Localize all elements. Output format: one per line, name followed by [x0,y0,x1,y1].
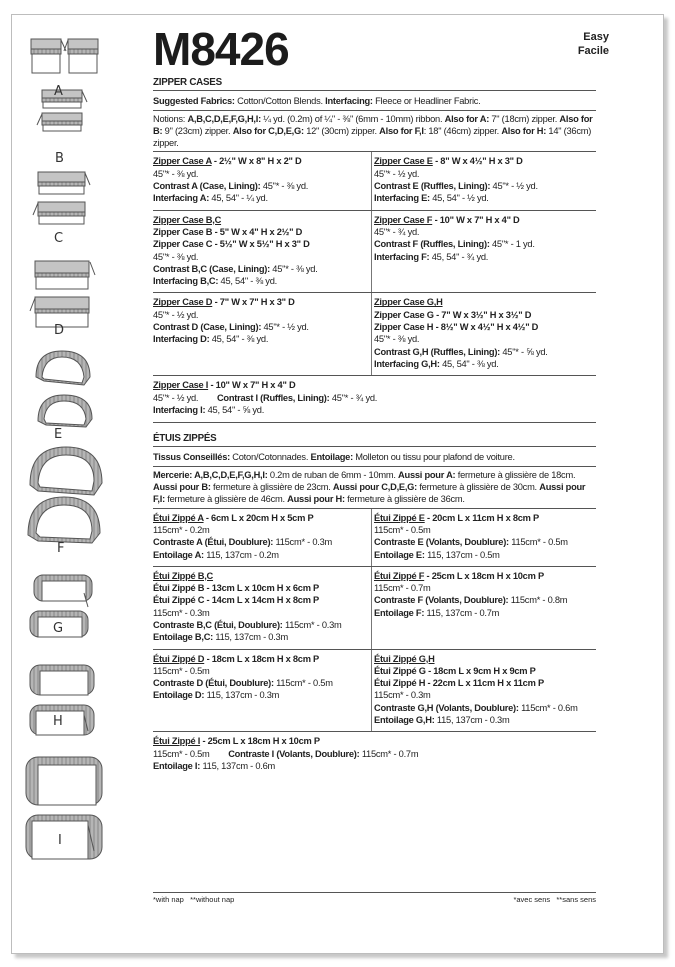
contrast-value: 45"* - 1 yd. [489,239,535,250]
case-row-en-1 [153,152,596,210]
interfacing-value: 115, 137cm - 0.3m [213,632,288,643]
case-name: Étui Zippé F [374,570,425,581]
case-dims: Étui Zippé B - 13cm L x 10cm H x 6cm P [153,583,320,594]
contrast-value: 115cm* - 0.3m [273,537,333,548]
case-name: Zipper Case E [374,156,433,167]
pattern-number: M8426 [153,23,289,75]
case-block-gh-en [372,293,596,375]
notions-label: Aussi pour C,D,E,G: [332,482,418,493]
case-yardage: 115cm* - 0.2m [153,524,210,535]
yardage-content [153,77,596,772]
interfacing-value: 45, 54" - ⅜ yd. [218,276,277,287]
contrast-value: 45"* - ½ yd. [490,181,538,192]
view-label-i: I [58,833,62,848]
view-label-b: B [55,151,64,166]
interfacing-label: Interfacing A: [153,193,210,204]
skill-level-en: Easy [583,31,609,43]
section-heading-en: ZIPPER CASES [153,77,596,91]
fabrics-value: Coton/Cotonnades. [229,452,311,463]
suggested-fabrics-en [153,93,596,110]
notions-value: fermeture à glissière de 36cm. [344,494,465,505]
case-block-bc-en [153,211,372,293]
fabrics-value: Cotton/Cotton Blends. [234,96,326,107]
contrast-value: 45"* - ⅜ yd. [260,181,309,192]
contrast-value: 115cm* - 0.5m [273,678,333,689]
notions-label: Aussi pour A: [398,469,456,480]
contrast-value: 45"* - ⅜ yd. [269,263,318,274]
interfacing-value: 115, 137cm - 0.2m [203,549,279,560]
interfacing-label: Entoilage D: [153,690,205,701]
view-d-drawing [30,261,95,327]
contrast-label: Contraste B,C (Étui, Doublure): [153,619,283,630]
case-block-d-en [153,293,372,375]
interfacing-value: 45, 54" - ¼ yd. [209,193,268,204]
interfacing-label: Entoilage G,H: [374,715,435,726]
view-f-drawing [28,447,102,543]
case-name: Étui Zippé E [374,512,425,523]
view-label-h: H [53,714,63,729]
notions-value: 7" (18cm) zipper. [489,113,560,124]
notions-value: fermeture à glissière de 18cm. [455,469,576,480]
fabrics-label: Suggested Fabrics: [153,96,235,107]
interfacing-value: 115, 137cm - 0.6m [200,760,276,771]
skill-level-fr: Facile [577,45,609,57]
interfacing-label: Entoilage I: [153,760,201,771]
notions-value: fermeture à glissière de 30cm. [417,482,540,493]
contrast-label: Contrast E (Ruffles, Lining): [374,181,491,192]
case-block-a-fr [153,509,372,566]
case-yardage: 115cm* - 0.3m [153,607,210,618]
contrast-label: Contraste E (Volants, Doublure): [374,537,509,548]
contrast-label: Contrast A (Case, Lining): [153,181,261,192]
contrast-label: Contraste D (Étui, Doublure): [153,678,274,689]
interfacing-value: Molleton ou tissu pour plafond de voiture. [352,452,515,463]
case-block-d-fr [153,650,372,732]
case-name: Zipper Case A [153,156,212,167]
view-i-drawing [26,757,102,859]
case-yardage: 45"* - ⅜ yd. [153,251,199,262]
case-name: Étui Zippé A [153,512,204,523]
interfacing-value: 45, 54" - ⅝ yd. [205,404,265,415]
view-drawings [12,15,152,953]
case-dims: - 10" W x 7" H x 4" D [208,380,296,391]
nap-legend-fr: *avec sens **sans sens [513,895,596,904]
case-dims: Étui Zippé H - 22cm L x 11cm H x 11cm P [374,678,544,689]
case-dims: Zipper Case C - 5½" W x 5½" H x 3" D [153,239,310,250]
case-block-i-en [153,376,596,423]
interfacing-label: Interfacing E: [374,193,430,204]
notions-value: : 18" (46cm) zipper. [423,125,502,136]
contrast-value: 45"* - ¾ yd. [329,392,378,403]
interfacing-label: Interfacing I: [153,404,206,415]
case-yardage: 45"* - ½ yd. [153,392,199,403]
case-yardage: 115cm* - 0.3m [374,690,431,701]
case-row-fr-1 [153,509,596,567]
case-yardage: 45"* - ½ yd. [374,168,420,179]
view-illustrations [12,15,152,953]
case-dims: Zipper Case G - 7" W x 3½" H x 3½" D [374,309,532,320]
interfacing-label: Interfacing B,C: [153,276,219,287]
interfacing-label: Interfacing G,H: [374,358,440,369]
contrast-value: 115cm* - 0.3m [282,619,342,630]
case-yardage: 45"* - ½ yd. [153,309,199,320]
notions-label: Mercerie: A,B,C,D,E,F,G,H,I: [153,469,268,480]
contrast-label: Contraste F (Volants, Doublure): [374,595,509,606]
contrast-value: 45"* - ½ yd. [261,322,309,333]
case-row-en-2 [153,211,596,294]
view-label-a: A [54,84,63,99]
interfacing-value: 115, 137cm - 0.3m [204,690,280,701]
contrast-value: 115cm* - 0.7m [359,748,419,759]
interfacing-label: Interfacing D: [153,334,210,345]
view-label-f: F [57,541,65,556]
case-name: Zipper Case I [153,380,209,391]
case-dims: - 8" W x 4½" H x 3" D [432,156,523,167]
case-name: Zipper Case D [153,297,213,308]
fabrics-label: Tissus Conseillés: [153,452,230,463]
section-heading-fr: ÉTUIS ZIPPÉS [153,433,596,447]
notions-label: Aussi pour H: [287,494,345,505]
case-name: Zipper Case F [374,214,433,225]
interfacing-label: Interfacing: [325,96,373,107]
contrast-value: 115cm* - 0.6m [518,702,578,713]
notions-en [153,111,596,153]
notions-value: 0.2m de ruban de 6mm - 10mm. [267,469,399,480]
interfacing-label: Interfacing F: [374,251,430,262]
contrast-label: Contraste A (Étui, Doublure): [153,537,274,548]
interfacing-value: 45, 54" - ¾ yd. [429,251,489,262]
case-dims: - 20cm L x 11cm H x 8cm P [424,512,539,523]
view-label-e: E [54,427,63,442]
contrast-label: Contrast D (Case, Lining): [153,322,262,333]
case-dims: - 10" W x 7" H x 4" D [432,214,520,225]
interfacing-label: Entoilage A: [153,549,204,560]
case-dims: - 7" W x 7" H x 3" D [212,297,295,308]
view-a-drawing [31,39,98,73]
interfacing-value: Fleece or Headliner Fabric. [372,96,481,107]
case-dims: Étui Zippé C - 14cm L x 14cm H x 8cm P [153,595,320,606]
notions-value: fermeture à glissière de 46cm. [164,494,288,505]
case-name: Zipper Case G,H [374,297,443,308]
interfacing-value: 115, 137cm - 0.3m [434,715,510,726]
view-e-drawing [36,351,92,427]
notions-label: A,B,C,D,E,F,G,H,I: [187,113,261,124]
interfacing-value: 45, 54" - ½ yd. [429,193,489,204]
case-block-f-en [372,211,596,293]
nap-legend-en: *with nap **without nap [153,895,235,904]
case-block-i-fr [153,732,596,772]
contrast-label: Contrast G,H (Ruffles, Lining): [374,346,501,357]
notions-value: 9" (23cm) zipper. [162,125,233,136]
case-yardage: 115cm* - 0.5m [153,665,210,676]
interfacing-value: 115, 137cm - 0.5m [424,549,500,560]
notions-value: 14" (36cm) zipper. [153,125,592,149]
view-c-drawing [33,172,90,224]
notions-label: Also for B: [153,113,593,136]
case-dims: - 25cm L x 18cm H x 10cm P [200,736,320,747]
notions-label: Aussi pour B: [153,482,211,493]
contrast-label: Contrast B,C (Case, Lining): [153,263,270,274]
case-block-a-en [153,152,372,209]
case-block-e-fr [372,509,596,566]
case-row-en-3 [153,293,596,376]
contrast-value: 115cm* - 0.5m [508,537,568,548]
case-dims: - 2½" W x 8" H x 2" D [211,156,302,167]
notions-label: Also for A: [444,113,490,124]
case-name: Étui Zippé I [153,736,201,747]
notions-label: Also for H: [501,125,547,136]
notions-value: ¼ yd. (0.2m) of ¼" - ⅜" (6mm - 10mm) ribbon. [260,113,445,124]
contrast-label: Contrast I (Ruffles, Lining): [216,392,330,403]
interfacing-value: 115, 137cm - 0.7m [424,607,500,618]
notions-lead: Notions: [153,113,188,124]
case-name: Étui Zippé D [153,653,205,664]
case-block-gh-fr [372,650,596,732]
case-yardage: 45"* - ¾ yd. [374,226,420,237]
contrast-label: Contraste G,H (Volants, Doublure): [374,702,519,713]
case-name: Étui Zippé B,C [153,570,214,581]
case-dims: Étui Zippé G - 18cm L x 9cm H x 9cm P [374,665,536,676]
case-row-fr-2 [153,567,596,650]
case-block-bc-fr [153,567,372,649]
case-block-e-en [372,152,596,209]
case-row-fr-3 [153,650,596,733]
notions-label: Also for C,D,E,G: [232,125,304,136]
suggested-fabrics-fr [153,449,596,466]
case-yardage: 115cm* - 0.5m [153,748,210,759]
notions-value: 12" (30cm) zipper. [303,125,380,136]
notions-label: Aussi pour F,I: [153,482,586,505]
notions-value: fermeture à glissière de 23cm. [210,482,333,493]
notions-fr [153,467,596,509]
case-yardage: 45"* - ⅜ yd. [153,168,199,179]
case-yardage: 115cm* - 0.5m [374,524,431,535]
interfacing-label: Entoilage: [310,452,353,463]
skill-level [578,30,609,58]
contrast-value: 45"* - ⅝ yd. [500,346,548,357]
case-dims: Zipper Case H - 8½" W x 4½" H x 4½" D [374,322,539,333]
case-dims: - 25cm L x 18cm H x 10cm P [424,570,544,581]
nap-footnote [153,892,596,904]
case-block-f-fr [372,567,596,649]
view-label-c: C [54,231,64,246]
contrast-label: Contrast F (Ruffles, Lining): [374,239,490,250]
case-name: Zipper Case B,C [153,214,222,225]
interfacing-value: 45, 54" - ⅜ yd. [209,334,269,345]
case-yardage: 45"* - ⅜ yd. [374,334,420,345]
interfacing-value: 45, 54" - ⅜ yd. [439,358,499,369]
case-dims: - 18cm L x 18cm H x 8cm P [204,653,320,664]
view-label-g: G [53,621,64,636]
notions-label: Also for F,I [379,125,424,136]
interfacing-label: Entoilage F: [374,607,425,618]
case-dims: Zipper Case B - 5" W x 4" H x 2½" D [153,226,303,237]
contrast-value: 115cm* - 0.8m [508,595,568,606]
case-yardage: 115cm* - 0.7m [374,583,431,594]
interfacing-label: Entoilage E: [374,549,425,560]
view-label-d: D [54,323,65,338]
case-dims: - 6cm L x 20cm H x 5cm P [203,512,314,523]
case-name: Étui Zippé G,H [374,653,435,664]
interfacing-label: Entoilage B,C: [153,632,214,643]
contrast-label: Contraste I (Volants, Doublure): [228,748,360,759]
